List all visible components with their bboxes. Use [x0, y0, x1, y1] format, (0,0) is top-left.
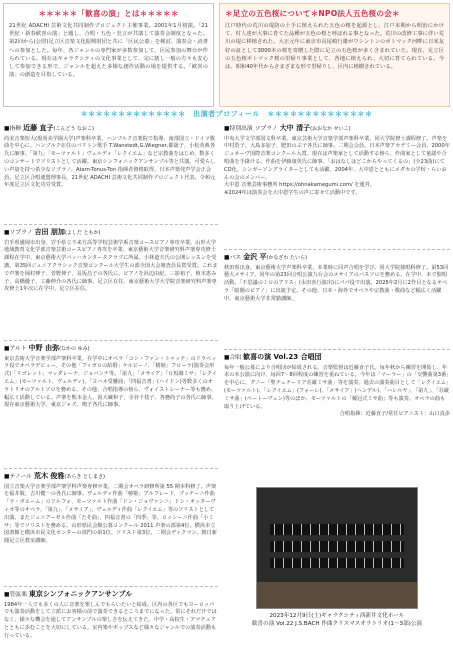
- sub-role-label: ソプラノ: [254, 126, 278, 132]
- profile-text: 東京芸術大学音楽学部声楽科卒業。在学中にオペラ「コシ・ファン・トゥッテ」のドラベッラ役でオペラデビュー。その他「フィガロの結婚」ケルビーノ、「椿姫」フローラ(演奏会形式)「リゴレット」マッダレーナ、ジョバンナ等。「第九」「メサイア」「ロ短調ミサ」「レクイエム」(モーツァルト、ヴェルディ)、「ヨハネ受難曲」「四福音書」(ハイドン)等数多くのオラトリオのアルトソロを務める。その他、合唱指導の傍ら、ヴォイストレーナー等も務め、幅広く活動している。声楽を熊本金人、汲大蔵和子、寺谷千枝子、各務尚子の各氏に師事。現在東京藝術大学、東京ジャズ、鳴子各氏に師事。: [4, 355, 217, 409]
- performers-row: [270, 541, 404, 552]
- profile-kana: (あらき としまさ): [64, 474, 105, 480]
- role-label: ■バス: [224, 255, 242, 261]
- profile-header: ＊＊＊＊＊＊＊＊＊＊＊＊＊＊ 出演者プロフィール ＊＊＊＊＊＊＊＊＊＊＊＊＊＊: [80, 110, 373, 118]
- goshiki-title: ＊足立の五色桜について＊NPO法人五色桜の会＊: [225, 9, 400, 18]
- profile-name: 東京シンフォニックアンサンブル: [28, 590, 133, 598]
- role-label: ■指揮: [4, 126, 22, 132]
- left-column: [4, 123, 218, 649]
- profile-name: 荒木 俊雅: [33, 472, 65, 480]
- role-label: ■特別出演: [224, 126, 253, 132]
- profile-text: 岩手県盛岡市出身。岩手県立不来方高等学校芸術学系音楽コースピアノ専攻卒業。山形大学地域教育文化学部音楽芸術コースピアノ専攻を卒業、東京藝術大学音楽研究科声楽専攻修士課程在学中。東京藝術大学バッハカンタータクラブに所属。小林道夫氏の公開レッスンを受講。第35回ジュニアクラシック音楽コンクール大学生の部全国大会審査員長賞受賞。これまで声楽を岡村伸子、菅野伸子、長坂昌子の各氏に、ピアノを浜辺由紀、三影裕子、植木恵み子、高橋優子、工藤伸介の各氏に師事。足立区在住、東京藝術大学大学院音楽研究科声楽専攻修士1年次に在学中。足立区在住。: [4, 239, 218, 293]
- profile-text: 秋田県出身。東京藝術大学声楽科卒業。本業時に同声合唱を学び、同大学院独唱科修了。第53回藝大メサイア、同年の第23回合唱公演九台会のメサイアのバスソロを務める。在学中、本で独唱活動。「不思議のミロのアリス」(永田喜行演出)にパパ役で出演。2025年2月に2作目となるオペラ「暗闇のピアノ」に出演予定。その他、日本・海外でオペラや宗教曲・歌曲など幅広く活躍中。東京藝術大学非常勤講師。: [224, 264, 449, 302]
- about-text: 21世紀 ADACHI 芸術文化共同制作プロジェクト主催事業。2001年1月初演。「21世紀・新春歓喜の演」と題し、合唱・五色・狂言が共演して演奏会制度となった。第2回から(公財)足立区音楽文化振興財団と共に「区民公募」を検討、演奏会・読書への参加とした。毎年、各ジャンルの専門家が多数参加して、区民参加の舞台が作られている。現在はギャラクシティの文化事業として、完に割し一般の方々も安心して参加できる形で、ジャンルを超えた多様な創作活動の場を提供する。「歓喜の演」の創造を目指している。: [9, 23, 208, 79]
- profile-name: 吉田 朋加: [34, 228, 65, 236]
- profile-bass: [224, 252, 450, 349]
- profile-text: 毎年一般公募により合唱団が結成される。音楽監督は近藤直子氏。毎年秋から練習を開始し、年末の本公演に向け、毎回7〜8回程度の練習を重ねている。今年は「マーラー」の「交響曲第3番」を中心に、グノー「聖チェチーリア荘厳ミサ曲」等を演奏。過去の演奏曲目として「レクイエム」(モーツァルト)、「レクイエム」(フォーレ)、「メサイア」(ヘンデル)、「ハレルヤ」、「第九」、「荘厳ミサ曲」(ベートーヴェン)等のほか、モーツァルトの「戴冠式ミサ曲」等も演奏。オペラの曲も取り上げている。: [224, 364, 450, 410]
- divider: [224, 349, 450, 350]
- role-label: ■アルト: [4, 346, 27, 352]
- concert-photo: [256, 487, 418, 609]
- profile-name: 中野 由弥: [28, 344, 60, 352]
- profile-kana: (なかの ゆみ): [59, 346, 90, 352]
- role-label: ■管弦楽: [4, 592, 27, 598]
- profile-name: 金沢 平: [243, 253, 267, 261]
- divider: [4, 340, 218, 341]
- photo-caption: [224, 612, 450, 628]
- performers-row: [270, 558, 404, 569]
- role-label: ■ソプラノ: [4, 230, 33, 236]
- profile-name: 歓喜の演 Vol.23 合唱団: [243, 353, 322, 361]
- goshiki-box: [219, 3, 450, 107]
- profile-special-soprano: [224, 123, 450, 249]
- right-column: [224, 123, 450, 464]
- divider: [224, 249, 450, 250]
- profile-soprano: [4, 227, 218, 340]
- profile-note: ※2024年は演奏会を大中恩学生の声に寄せて活動中です。: [224, 190, 361, 197]
- choir-leaders: 合唱指揮：近藤直子/常任ピアニスト：山口真歩: [339, 411, 450, 418]
- profile-kana: (こんどう なおこ): [53, 126, 95, 132]
- divider: [4, 468, 218, 469]
- profile-kana: (よしだ ともか): [64, 230, 101, 236]
- about-title: ＊＊＊＊＊「歓喜の演」とは＊＊＊＊＊: [38, 9, 179, 18]
- profile-name: 大中 清子: [279, 124, 311, 132]
- profile-text: 1984年一人でも多くの人に音楽を楽しんでもらいたいと結成。区内の各区でもヨーロッパでも演奏活動をして立派にお客様の前で演奏できるところまでになった。常にそれだけではなく、様々な機会を通してアンサンブルの楽しさを伝えてきた。中学・高校生・アマチュアとともに歩むことを大切にしている。室内楽やポップスなど様々なジャンルでの演奏活動も行っている。: [4, 601, 217, 639]
- profile-text: 国立音楽大学音楽学部声楽学科声楽専修卒業。二期会オペラ研修所第 55 期本科修了。声楽を福井敬、吉川健一の各氏に師事。ヴェルディ作曲「椿姫」アルフレード、プッチーニ作曲「ラ・ボエーム」ロドルフォ、モーツァルト作曲「ドン・ジョヴァンニ」ドン・オッターヴィオ等のオペラ、「第九」、「メサイア」、ヴェルディ作曲「レクイエム」等のソリストとして出演。またジュニアーゼル作曲「たそ曲」、四福音書の「四季」等、ロッシーニ作曲「小ミサ」等でソリストを務める。山形県民会館公募コンクール 2011 声楽の部第4位。横浜市立図書館と横浜市民文化センターの部門の第1位。ソリスト第3位。二期会ディクマン。朝日新聞足立区教室講師。: [4, 483, 217, 545]
- profile-alto: [4, 343, 218, 468]
- profile-choir: [224, 352, 450, 464]
- profile-orchestra: [4, 589, 218, 649]
- profile-tenor: [4, 471, 218, 586]
- divider: [4, 586, 218, 587]
- goshiki-text: 江戸時代の荒川の堤防の土手に植えられた五色の桜を起源とし、江戸末期から明治にかけて、村人達が大事に育てた品種が五色の桜と呼ばれる事となった。荒川の改修工事に伴い荒川の堤に移植された。大正元年に東京市長尾崎行雄がワシントンのポトマック河畔に日米友好の証として3000本の桜を寄贈した際に足立の五色桜が多く含まれていた。現在、足立区の五色桜ポトマック桜の里帰り事業として、各地に植えられ、大切に育てられている。今は、昭和40年代からさまざまな形で里帰りし、区内に植樹されている。: [225, 23, 444, 71]
- stage: [257, 582, 417, 608]
- profile-text: 尚美音楽短大(現尚美学園大学)声楽科卒業。ハンブルク音楽院で指導、南部国立・ドイツ歌曲を中心に、ハンブルク在住のバリトン歌手 T.Wanstedt,G.Wiegner,都築子、小松英典各氏に師事。「第九」「モーツァルト」ヴェルディ「レクイエム」など宗教曲をはじめ、数多くのコンサートでソリストとして活躍。東京シンフォニックアンサンブル等と共演。可愛らしい声量を持つ希少なソプラノ。Atam-Tonus-Ton 指揮者資格取得。日本声楽発声学会正会員。足立区合唱連盟理事長。21世紀 ADACHI 芸術文化共同制作プロジェクト代表。令和元年度足立区文化功労受賞。: [4, 135, 216, 189]
- profile-text: 中央大学文学部国文科卒業。東京芸術大学音楽学部声楽科卒業。同大学院修士課程修了。声楽を中村浩子、大島多加子、肥田のぶ子各氏に師事。二期会会員。日本声楽アカデミー会員。2000年 ジュネーヴ国際音楽コンクール入賞。現在は声楽家として活動する傍ら、作曲家として童謡や合唱曲を手掛ける。作曲を伊藤康英氏に師事。「おはなしはどこからやってくるの」(全23曲)にてCD化。シンガーソングライターとしても活躍。2004年、大中恩とともにメダカの学校・らいおんの会のメンバー。: [224, 135, 450, 181]
- divider: [4, 224, 218, 225]
- profile-kana: (かなざわ たいら): [266, 255, 308, 261]
- role-label: ■合唱: [224, 355, 242, 361]
- website-link[interactable]: 大中恩 音楽芸術事務所 https://ohnakamegumi.com/ を運営。: [224, 182, 375, 189]
- profile-conductor: [4, 123, 218, 224]
- performers-row: [270, 524, 404, 535]
- about-box: [3, 3, 214, 107]
- profile-kana: (おおなか せいこ): [310, 126, 351, 132]
- photo-caption-date: 2023年12月9日(土)ギャラクシティ西新井文化ホール: [269, 613, 405, 619]
- photo-caption-title: 歓喜の演 Vol.22 J.S.BACH 作曲クリスマスオラトリオ(1〜3部)公演: [251, 621, 423, 628]
- profile-name: 近藤 直子: [23, 124, 54, 132]
- role-label: ■テノール: [4, 474, 32, 480]
